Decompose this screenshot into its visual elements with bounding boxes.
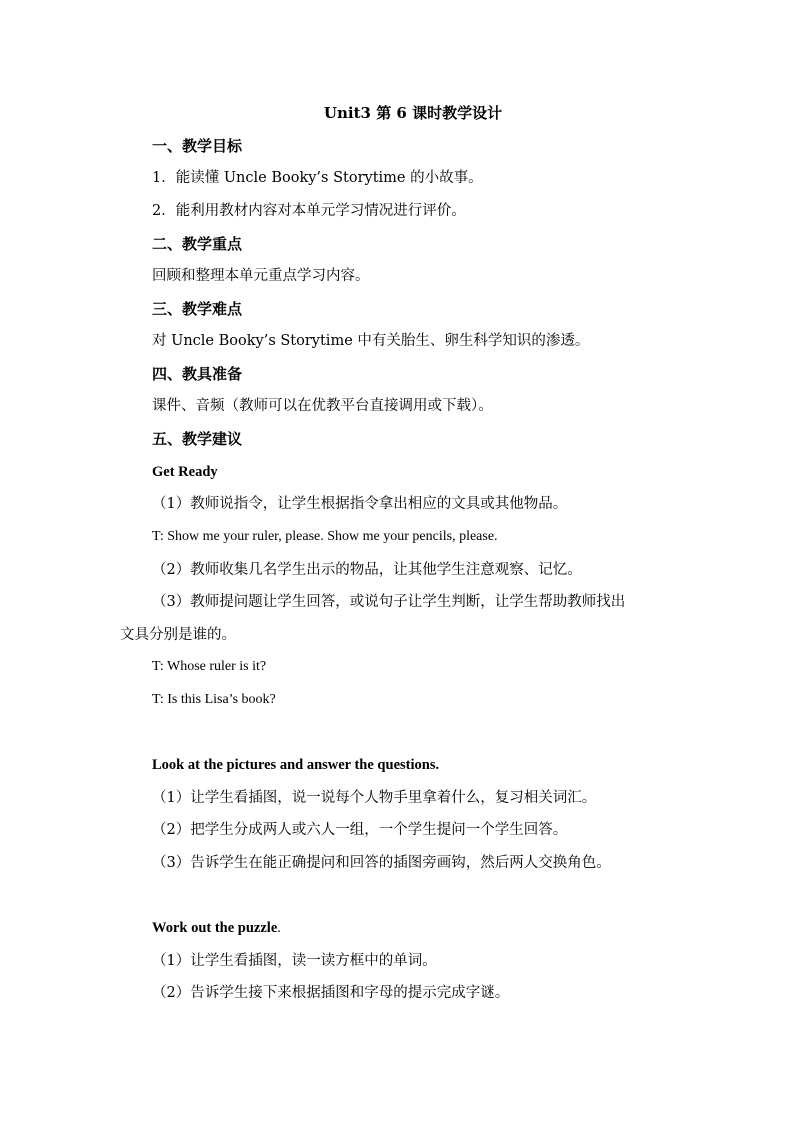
materials-text: 课件、音频（教师可以在优教平台直接调用或下载）。 (152, 398, 493, 414)
section-heading-suggestions: 五、教学建议 (152, 430, 243, 448)
get-ready-step: （2）教师收集几名学生出示的物品，让其他学生注意观察、记忆。 (152, 562, 582, 578)
puzzle-label-suffix: . (277, 921, 281, 936)
objective-item: 1．能读懂 Uncle Booky’s Storytime 的小故事。 (152, 170, 483, 186)
difficulties-text: 对 Uncle Booky’s Storytime 中有关胎生、卵生科学知识的渗透。 (152, 333, 590, 349)
objective-item: 2．能利用教材内容对本单元学习情况进行评价。 (152, 203, 466, 219)
page-title: Unit3 第 6 课时教学设计 (323, 104, 503, 122)
look-step: （2）把学生分成两人或六人一组，一个学生提问一个学生回答。 (152, 822, 568, 838)
get-ready-example: T: Whose ruler is it? (152, 659, 267, 674)
get-ready-step: （3）教师提问题让学生回答，或说句子让学生判断，让学生帮助教师找出 (152, 594, 626, 610)
section-heading-key-points: 二、教学重点 (152, 235, 243, 253)
get-ready-step-continued: 文具分别是谁的。 (120, 627, 236, 643)
puzzle-step: （1）让学生看插图，读一读方框中的单词。 (152, 953, 437, 969)
section-heading-materials: 四、教具准备 (152, 365, 243, 383)
get-ready-example: T: Is this Lisa’s book? (152, 692, 276, 707)
section-heading-difficulties: 三、教学难点 (152, 300, 243, 318)
look-step: （1）让学生看插图，说一说每个人物手里拿着什么，复习相关词汇。 (152, 790, 597, 806)
look-label: Look at the pictures and answer the questions. (152, 757, 440, 773)
get-ready-step: （1）教师说指令，让学生根据指令拿出相应的文具或其他物品。 (152, 496, 568, 512)
look-step: （3）告诉学生在能正确提问和回答的插图旁画钩，然后两人交换角色。 (152, 855, 611, 871)
puzzle-step: （2）告诉学生接下来根据插图和字母的提示完成字谜。 (152, 985, 510, 1001)
puzzle-label-text: Work out the puzzle (152, 920, 278, 936)
key-points-text: 回顾和整理本单元重点学习内容。 (152, 268, 370, 284)
get-ready-label: Get Ready (152, 464, 218, 480)
section-heading-objectives: 一、教学目标 (152, 137, 243, 155)
puzzle-label (152, 918, 281, 939)
get-ready-example: T: Show me your ruler, please. Show me your pencils, please. (152, 529, 498, 544)
